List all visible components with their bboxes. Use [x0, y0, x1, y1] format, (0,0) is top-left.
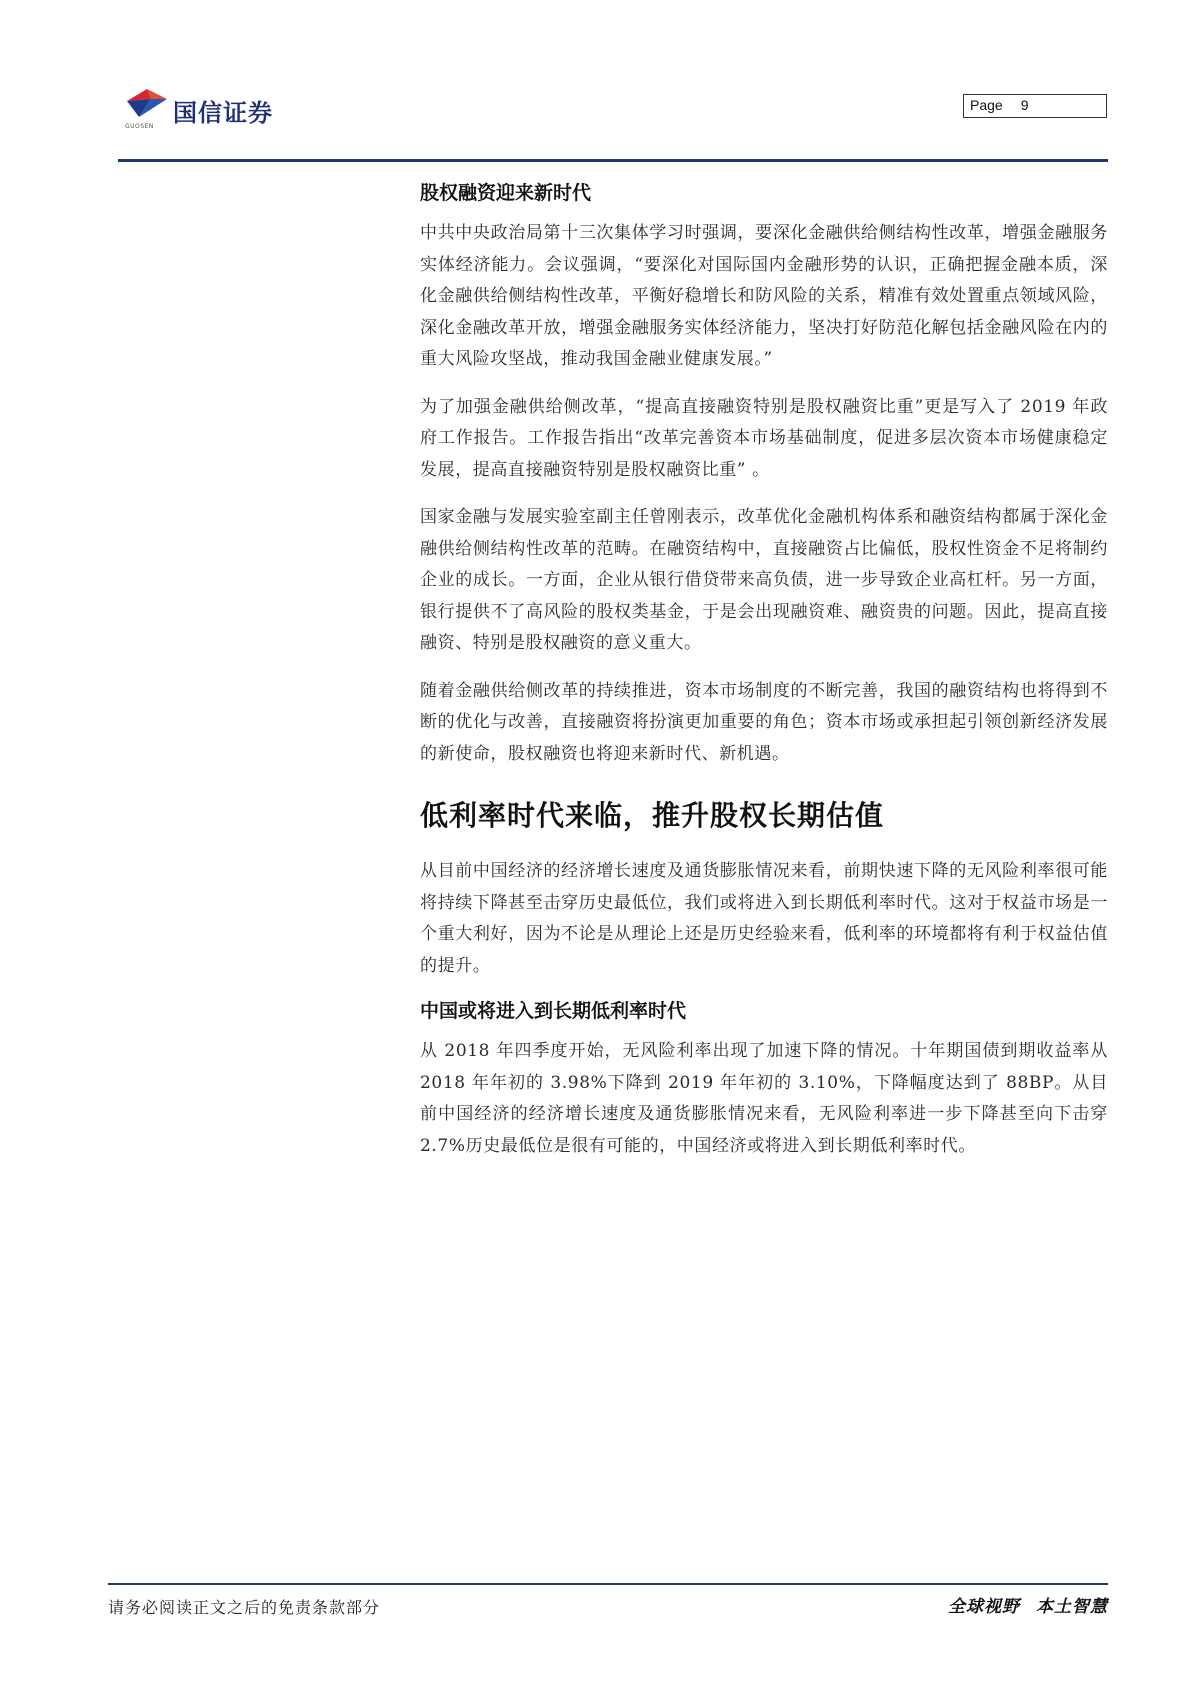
footer-disclaimer: 请务必阅读正文之后的免责条款部分 — [108, 1598, 381, 1617]
body-paragraph: 从目前中国经济的经济增长速度及通货膨胀情况来看，前期快速下降的无风险利率很可能将持续下降甚至击穿历史最低位，我们或将进入到长期低利率时代。这对于权益市场是一个重大利好，因为不论是从理论上还是历史经验来看，低利率的环境都将有利于权益估值的提升。 — [420, 861, 1108, 976]
section-subheading: 股权融资迎来新时代 — [420, 182, 592, 204]
section-heading: 低利率时代来临，推升股权长期估值 — [420, 799, 885, 832]
guosen-logo-mark-icon — [125, 85, 169, 119]
page-indicator — [963, 94, 1107, 118]
slogan-left: 全球视野 — [948, 1597, 1020, 1617]
section-subheading: 中国或将进入到长期低利率时代 — [420, 1000, 687, 1022]
footer-slogan — [948, 1592, 1108, 1617]
logo-subtext: GUOSEN — [125, 123, 154, 130]
body-paragraph: 为了加强金融供给侧改革，“提高直接融资特别是股权融资比重”更是写入了 2019 年政府工作报告。工作报告指出“改革完善资本市场基础制度，促进多层次资本市场健康稳定发展，提高直接融资特别是股权融资比重” 。 — [420, 396, 1108, 480]
slogan-right: 本土智慧 — [1036, 1597, 1108, 1617]
body-paragraph: 国家金融与发展实验室副主任曾刚表示，改革优化金融机构体系和融资结构都属于深化金融供给侧结构性改革的范畴。在融资结构中，直接融资占比偏低，股权性资金不足将制约企业的成长。一方面，企业从银行借贷带来高负债，进一步导致企业高杠杆。另一方面，银行提供不了高风险的股权类基金，于是会出现融资难、融资贵的问题。因此，提高直接融资、特别是股权融资的意义重大。 — [420, 507, 1108, 653]
page-header — [0, 0, 1200, 175]
header-divider — [118, 159, 1108, 162]
page-label: Page — [970, 97, 1003, 113]
body-paragraph: 中共中央政治局第十三次集体学习时强调，要深化金融供给侧结构性改革，增强金融服务实体经济能力。会议强调，“要深化对国际国内金融形势的认识，正确把握金融本质，深化金融供给侧结构性改革，平衡好稳增长和防风险的关系，精准有效处置重点领域风险，深化金融改革开放，增强金融服务实体经济能力，坚决打好防范化解包括金融风险在内的重大风险攻坚战，推动我国金融业健康发展。” — [420, 223, 1108, 369]
guosen-logo — [125, 85, 305, 135]
body-paragraph: 从 2018 年四季度开始，无风险利率出现了加速下降的情况。十年期国债到期收益率从 2018 年年初的 3.98%下降到 2019 年年初的 3.10%，下降幅度达到了 88BP。从目前中国经济的经济增长速度及通货膨胀情况来看，无风险利率进一步下降甚至向下击穿 2.7%历史最低位是很有可能的，中国经济或将进入到长期低利率时代。 — [420, 1041, 1108, 1156]
main-content — [420, 180, 1108, 1172]
body-paragraph: 随着金融供给侧改革的持续推进，资本市场制度的不断完善，我国的融资结构也将得到不断的优化与改善，直接融资将扮演更加重要的角色；资本市场或承担起引领创新经济发展的新使命，股权融资也将迎来新时代、新机遇。 — [420, 680, 1108, 764]
logo-text: 国信证券 — [173, 99, 273, 127]
footer-divider — [108, 1583, 1108, 1585]
page-number: 9 — [1020, 97, 1029, 113]
